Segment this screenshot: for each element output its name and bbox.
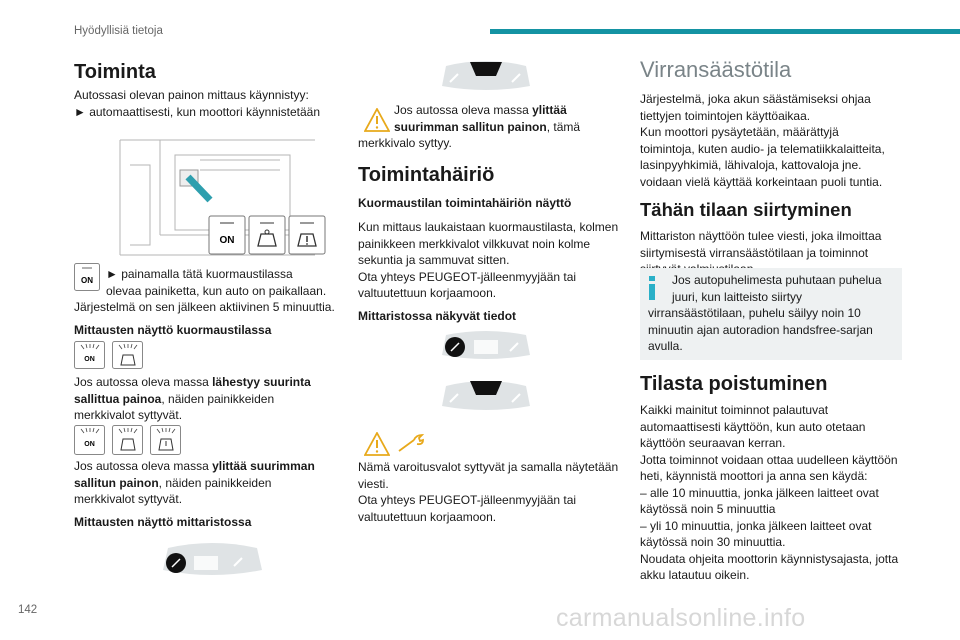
fault-line3: sekuntia ja sammuvat sitten. (358, 253, 510, 267)
intro-line5: lasinpyyhkimiä, lähivaloja, kattovaloja jne. (640, 158, 862, 172)
exit-line5: heti, käynnistä moottori ja anna sen käydä: (640, 469, 868, 483)
overload-line3: merkkivalot syttyvät. (74, 492, 183, 506)
fault-line4: Ota yhteys PEUGEOT-jälleenmyyjään tai (358, 269, 577, 284)
on-button-icon (74, 263, 100, 291)
svg-text:ON: ON (81, 276, 93, 285)
enter-line2: siirtymisestä virransäästötilaan ja toiminnot (640, 245, 869, 260)
wrench-icon (396, 432, 426, 454)
fault-line5: valtuutettuun korjaamoon. (358, 286, 497, 300)
fault-line2: painikkeen merkkivalot vilkkuvat noin kolme (358, 236, 591, 251)
exit-line6: – alle 10 minuuttia, jonka jälkeen laitteet ovat (640, 485, 879, 500)
on-button-icon: ON (219, 235, 235, 246)
warn-line3: merkkivalo syttyy. (358, 136, 452, 150)
column-1 (74, 60, 344, 120)
heading-exit-mode: Tilasta poistuminen (640, 373, 828, 395)
enter-line1: Mittariston näyttöön tulee viesti, joka ilmoittaa (640, 229, 882, 243)
overload-line1: Jos autossa oleva massa ylittää suurimman (74, 459, 315, 473)
manual-start-line2: olevaa painiketta, kun auto on paikallaan. (106, 283, 327, 298)
warning-triangle-icon (364, 108, 390, 132)
intro-line2: tiettyjen toimintojen käyttöaikaa. (640, 108, 811, 123)
info-line4: minuutin ajan autoradion handsfree-sarjan (648, 322, 873, 337)
instrument-cluster-display (440, 56, 532, 92)
cluster-msg-line2: viesti. (358, 476, 389, 491)
subheading-cargo-fault: Kuormaustilan toimintahäiriön näyttö (358, 195, 572, 210)
manual-start-line3: Järjestelmä on sen jälkeen aktiivinen 5 minuuttia. (74, 300, 335, 314)
heading-toimintahairio: Toimintahäiriö (358, 163, 495, 186)
info-line1: Jos autopuhelimesta puhutaan puhelua (672, 273, 882, 287)
approach-line2: sallittua painoa, näiden painikkeiden (74, 391, 275, 406)
info-line5: avulla. (648, 339, 683, 353)
button-panel (208, 215, 326, 255)
exit-line9: käytössä noin 30 minuuttia. (640, 535, 786, 549)
warn-line1: Jos autossa oleva massa ylittää (394, 103, 567, 117)
exit-line10: Noudata ohjeita moottorin käynnistysajasta, jotta (640, 551, 899, 566)
cluster-msg-line1: Nämä varoitusvalot syttyvät ja samalla näytetään (358, 460, 619, 474)
subheading-cluster-info: Mittaristossa näkyvät tiedot (358, 308, 517, 323)
approach-line1: Jos autossa oleva massa lähestyy suurinta (74, 375, 311, 389)
info-box (640, 268, 902, 360)
info-icon (648, 276, 656, 300)
exit-line11: akku latautuu oikein. (640, 568, 750, 582)
header-accent-bar (490, 29, 960, 34)
instrument-cluster-display (440, 376, 532, 412)
instrument-cluster-display (440, 327, 532, 363)
heading-virransaastotila: Virransäästötila (640, 57, 792, 82)
heading-enter-mode: Tähän tilaan siirtyminen (640, 199, 852, 220)
exit-line7: käytössä noin 5 minuuttia (640, 502, 776, 516)
warning-triangle-icon (364, 432, 390, 456)
intro-line1: Järjestelmä, joka akun säästämiseksi ohjaa (640, 92, 871, 106)
fault-line1: Kun mittaus laukaistaan kuormaustilasta, kolmen (358, 220, 619, 234)
cluster-msg-line3: Ota yhteys PEUGEOT-jälleenmyyjään tai (358, 493, 577, 507)
subheading-cluster-display: Mittausten näyttö mittaristossa (74, 514, 252, 529)
lit-buttons-overload (74, 425, 182, 455)
overload-line2: sallitun painon, näiden painikkeiden (74, 475, 272, 490)
subheading-cargo-display: Mittausten näyttö kuormaustilassa (74, 322, 272, 337)
approach-line3: merkkivalot syttyvät. (74, 408, 183, 422)
section-header: Hyödyllisiä tietoja (74, 25, 163, 37)
watermark: carmanualsonline.info (556, 604, 806, 632)
intro-line4: toimintoja, kuten audio- ja telematiikkalaitteita, (640, 141, 885, 156)
exit-line4: Jotta toiminnot voidaan ottaa uudelleen käyttöön (640, 452, 898, 467)
intro-line6: voidaan vielä käyttää korkeintaan puoli tuntia. (640, 174, 883, 189)
page-number: 142 (18, 604, 38, 616)
heading-toiminta: Toiminta (74, 61, 156, 83)
info-line3: virransäästötilaan, puhelu säilyy noin 10 (648, 306, 861, 320)
exit-line3: käyttöön seuraavan kerran. (640, 436, 786, 450)
intro-auto-line: ► automaattisesti, kun moottori käynnistetään (74, 104, 320, 119)
svg-text:ON: ON (84, 356, 95, 363)
exit-line1: Kaikki mainitut toiminnot palautuvat (640, 403, 829, 417)
exit-line2: automaattisesti käyttöön, kun auto otetaan (640, 419, 866, 434)
warn-line2: suurimman sallitun painon, tämä (394, 119, 581, 134)
info-line2: juuri, kun laitteisto siirtyy (672, 289, 803, 304)
svg-text:ON: ON (84, 441, 95, 448)
instrument-cluster-display (160, 540, 265, 578)
exit-line8: – yli 10 minuuttia, jonka jälkeen laitteet ovat (640, 518, 872, 533)
cluster-msg-line4: valtuutettuun korjaamoon. (358, 509, 497, 524)
lit-buttons-approach (74, 341, 144, 369)
intro-line: Autossasi olevan painon mittaus käynnistyy: (74, 88, 309, 102)
manual-start-line1: ► painamalla tätä kuormaustilassa (106, 267, 293, 281)
intro-line3: Kun moottori pysäytetään, määrättyjä (640, 125, 839, 139)
